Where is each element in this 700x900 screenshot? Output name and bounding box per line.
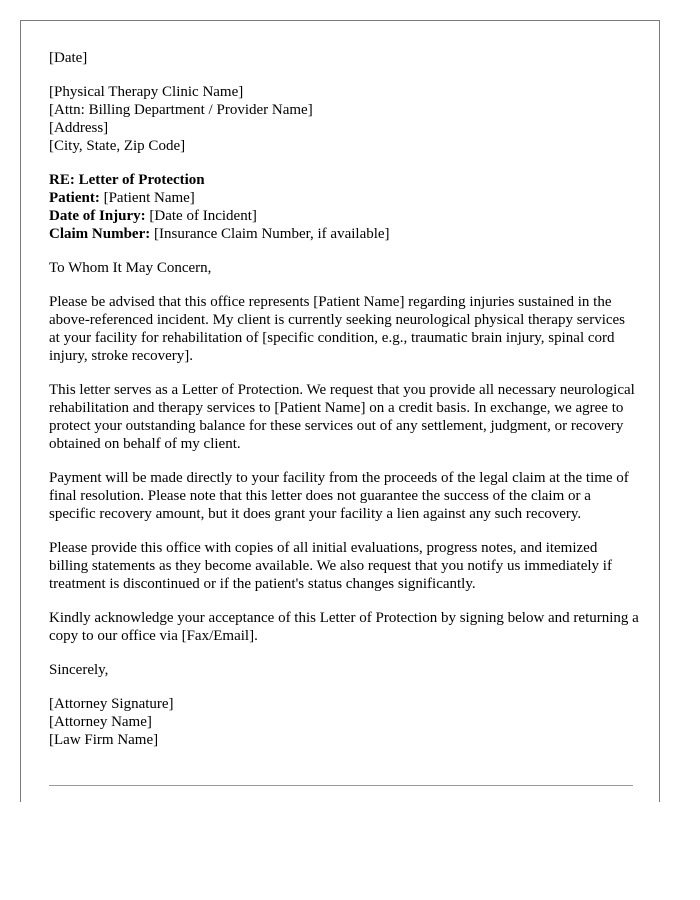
date-of-injury-line	[49, 207, 639, 225]
body-paragraph-2: This letter serves as a Letter of Protection. We request that you provide all necessary neurological rehabilitation and therapy services to [Patient Name] on a credit basis. In exchange, we agree to protect your outstanding balance for these services out of any settlement, judgment, or recovery obtained on behalf of my client.	[49, 382, 635, 452]
claim-number-value: [Insurance Claim Number, if available]	[150, 226, 390, 242]
re-block	[49, 171, 639, 243]
recipient-address: [Address]	[49, 120, 109, 136]
body-paragraph-1: Please be advised that this office represents [Patient Name] regarding injuries sustained in the above-referenced incident. My client is currently seeking neurological physical therapy services at your facility for rehabilitation of [specific condition, e.g., traumatic brain injury, spinal cord injury, stroke recovery].	[49, 294, 626, 364]
salutation: To Whom It May Concern,	[49, 260, 212, 276]
letter-page	[20, 20, 660, 802]
closing: Sincerely,	[49, 662, 109, 678]
recipient-attn: [Attn: Billing Department / Provider Name]	[49, 102, 313, 118]
claim-number-line	[49, 225, 639, 243]
attorney-name: [Attorney Name]	[49, 714, 152, 730]
body-paragraph-5: Kindly acknowledge your acceptance of this Letter of Protection by signing below and returning a copy to our office via [Fax/Email].	[49, 610, 639, 644]
claim-number-label: Claim Number:	[49, 226, 151, 242]
body-paragraph-3: Payment will be made directly to your facility from the proceeds of the legal claim at the time of final resolution. Please note that this letter does not guarantee the success of the claim or a specific recovery amount, but it does grant your facility a lien against any such recovery.	[49, 470, 629, 522]
recipient-clinic-name: [Physical Therapy Clinic Name]	[49, 84, 244, 100]
date-of-injury-value: [Date of Incident]	[145, 208, 257, 224]
law-firm-name: [Law Firm Name]	[49, 732, 159, 748]
letter-content	[49, 49, 639, 765]
attorney-signature: [Attorney Signature]	[49, 696, 174, 712]
body-paragraph-4: Please provide this office with copies of all initial evaluations, progress notes, and itemized billing statements as they become available. We also request that you notify us immediately if treatment is discontinued or if the patient's status changes significantly.	[49, 540, 612, 592]
patient-value: [Patient Name]	[99, 190, 195, 206]
signature-block	[49, 695, 639, 749]
date-block	[49, 49, 639, 67]
letter-date: [Date]	[49, 50, 88, 66]
recipient-city-state-zip: [City, State, Zip Code]	[49, 138, 186, 154]
patient-line	[49, 189, 639, 207]
date-of-injury-label: Date of Injury:	[49, 208, 146, 224]
re-subject: RE: Letter of Protection	[49, 172, 205, 188]
recipient-address-block	[49, 83, 639, 155]
patient-label: Patient:	[49, 190, 100, 206]
footer-divider	[49, 785, 633, 786]
